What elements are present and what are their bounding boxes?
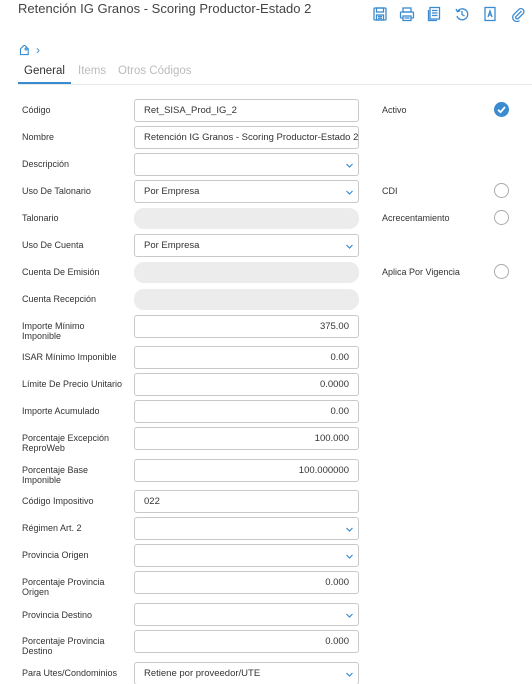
- limite-precio-label: Límite De Precio Unitario: [22, 379, 123, 389]
- limite-precio-field[interactable]: 0.0000: [134, 373, 359, 396]
- uso-talonario-select[interactable]: [134, 180, 359, 203]
- regimen-select[interactable]: [134, 517, 359, 540]
- chevron-right-icon[interactable]: ›: [36, 43, 40, 57]
- porc-prov-origen-label: Porcentaje Provincia Origen: [22, 577, 105, 597]
- porc-excepcion-field[interactable]: 100.000: [134, 427, 359, 450]
- cuenta-emision-label: Cuenta De Emisión: [22, 267, 100, 277]
- tabs-divider: [18, 84, 532, 85]
- provincia-origen-select[interactable]: [134, 544, 359, 567]
- importe-minimo-field[interactable]: 375.00: [134, 315, 359, 338]
- descripcion-label: Descripción: [22, 159, 70, 169]
- copy-icon[interactable]: [426, 6, 442, 22]
- chevron-down-icon[interactable]: [345, 188, 354, 197]
- uso-talonario-value: Por Empresa: [144, 186, 200, 197]
- talonario-field: [134, 208, 359, 229]
- isar-minimo-field[interactable]: 0.00: [134, 346, 359, 369]
- chevron-down-icon[interactable]: [345, 552, 354, 561]
- cdi-radio[interactable]: [494, 183, 509, 198]
- talonario-label: Talonario: [22, 213, 59, 223]
- isar-minimo-label: ISAR Mínimo Imponible: [22, 352, 117, 362]
- cuenta-emision-field: [134, 262, 359, 283]
- attach-icon[interactable]: [510, 6, 526, 22]
- activo-label: Activo: [382, 105, 407, 115]
- porc-excepcion-label: Porcentaje Excepción ReproWeb: [22, 433, 110, 453]
- nombre-label: Nombre: [22, 132, 55, 142]
- page-title: Retención IG Granos - Scoring Productor-Estado 2: [18, 1, 312, 16]
- uso-talonario-label: Uso De Talonario: [22, 186, 91, 196]
- codigo-impositivo-label: Código Impositivo: [22, 496, 94, 506]
- porc-prov-origen-field[interactable]: 0.000: [134, 571, 359, 594]
- chevron-down-icon[interactable]: [345, 242, 354, 251]
- save-icon[interactable]: [372, 6, 388, 22]
- importe-minimo-label: Importe Mínimo Imponible: [22, 321, 85, 341]
- aplica-vigencia-radio[interactable]: [494, 264, 509, 279]
- para-utes-value: Retiene por proveedor/UTE: [144, 668, 261, 679]
- acrecentamiento-radio[interactable]: [494, 210, 509, 225]
- provincia-destino-select[interactable]: [134, 603, 359, 626]
- chevron-down-icon[interactable]: [345, 525, 354, 534]
- codigo-field[interactable]: Ret_SISA_Prod_IG_2: [134, 99, 359, 122]
- importe-acumulado-field[interactable]: 0.00: [134, 400, 359, 423]
- history-icon[interactable]: [454, 6, 470, 22]
- chevron-down-icon[interactable]: [345, 670, 354, 679]
- descripcion-select[interactable]: [134, 153, 359, 176]
- codigo-label: Código: [22, 105, 51, 115]
- document-icon[interactable]: [482, 6, 498, 22]
- uso-cuenta-value: Por Empresa: [144, 240, 200, 251]
- nombre-field[interactable]: Retención IG Granos - Scoring Productor-Estado 2: [134, 126, 359, 149]
- para-utes-select[interactable]: [134, 662, 359, 684]
- importe-acumulado-label: Importe Acumulado: [22, 406, 100, 416]
- activo-checkbox[interactable]: [494, 102, 509, 117]
- porc-prov-destino-label: Porcentaje Provincia Destino: [22, 636, 105, 656]
- tab-general[interactable]: General: [24, 65, 65, 77]
- cuenta-recepcion-field: [134, 289, 359, 310]
- porc-base-field[interactable]: 100.000000: [134, 459, 359, 482]
- tab-otros-codigos[interactable]: Otros Códigos: [118, 65, 192, 77]
- uso-cuenta-label: Uso De Cuenta: [22, 240, 84, 250]
- checkmark-icon: [494, 102, 509, 117]
- aplica-vigencia-label: Aplica Por Vigencia: [382, 267, 460, 277]
- print-icon[interactable]: [399, 6, 415, 22]
- provincia-origen-label: Provincia Origen: [22, 550, 89, 560]
- porc-prov-destino-field[interactable]: 0.000: [134, 630, 359, 653]
- tag-icon[interactable]: [18, 45, 30, 57]
- acrecentamiento-label: Acrecentamiento: [382, 213, 450, 223]
- tab-items[interactable]: Items: [78, 65, 107, 77]
- regimen-label: Régimen Art. 2: [22, 523, 82, 533]
- cdi-label: CDI: [382, 186, 398, 196]
- chevron-down-icon[interactable]: [345, 161, 354, 170]
- uso-cuenta-select[interactable]: [134, 234, 359, 257]
- chevron-down-icon[interactable]: [345, 611, 354, 620]
- codigo-impositivo-field[interactable]: 022: [134, 490, 359, 513]
- porc-base-label: Porcentaje Base Imponible: [22, 465, 89, 485]
- para-utes-label: Para Utes/Condominios: [22, 668, 118, 678]
- provincia-destino-label: Provincia Destino: [22, 610, 93, 620]
- cuenta-recepcion-label: Cuenta Recepción: [22, 294, 97, 304]
